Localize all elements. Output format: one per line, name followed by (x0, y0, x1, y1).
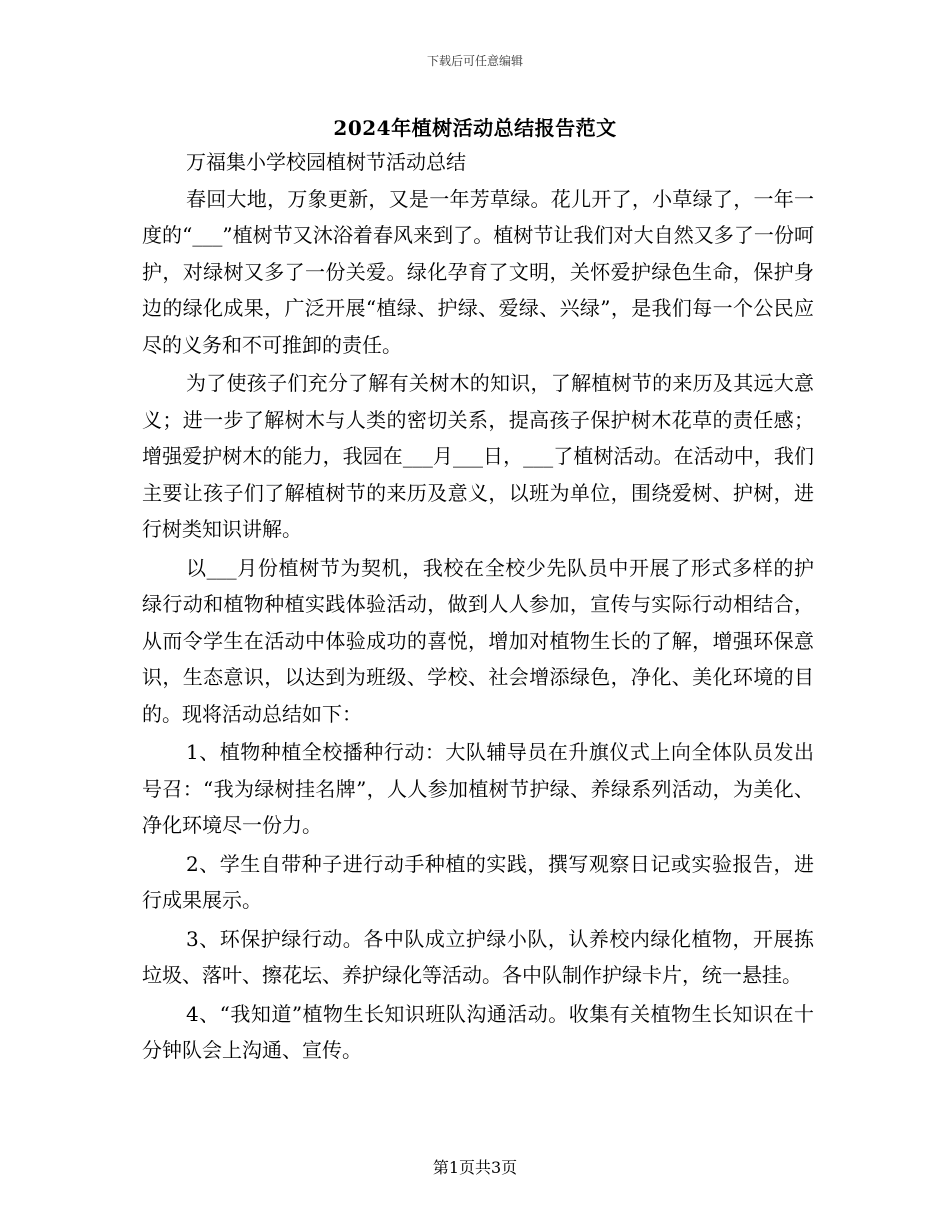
page-header-note: 下载后可任意编辑 (426, 54, 523, 68)
document-title: 2024年植树活动总结报告范文 (333, 116, 617, 140)
paragraph: 1、植物种植全校播种行动：大队辅导员在升旗仪式上向全体队员发出号召：“我为绿树挂名牌”，人人参加植树节护绿、养绿系列活动，为美化、净化环境尽一份力。 (142, 740, 814, 837)
paragraph: 3、环保护绿行动。各中队成立护绿小队，认养校内绿化植物，开展拣垃圾、落叶、擦花坛、养护绿化等活动。各中队制作护绿卡片，统一悬挂。 (142, 926, 814, 987)
paragraph: 以___月份植树节为契机，我校在全校少先队员中开展了形式多样的护绿行动和植物种植实践体验活动，做到人人参加，宣传与实际行动相结合，从而令学生在活动中体验成功的喜悦，增加对植物生长的了解，增强环保意识，生态意识，以达到为班级、学校、社会增添绿色，净化、美化环境的目的。现将活动总结如下： (142, 555, 814, 726)
document-body (142, 144, 814, 1069)
paragraph: 春回大地，万象更新，又是一年芳草绿。花儿开了，小草绿了，一年一度的“___”植树节又沐浴着春风来到了。植树节让我们对大自然又多了一份呵护，对绿树又多了一份关爱。绿化孕育了文明，关怀爱护绿色生命，保护身边的绿化成果，广泛开展“植绿、护绿、爱绿、兴绿”，是我们每一个公民应尽的义务和不可推卸的责任。 (142, 186, 814, 357)
paragraph: 4、“我知道”植物生长知识班队沟通活动。收集有关植物生长知识在十分钟队会上沟通、宣传。 (142, 1001, 814, 1062)
page-number: 第1页共3页 (432, 1158, 518, 1177)
paragraph: 2、学生自带种子进行动手种植的实践，撰写观察日记或实验报告，进行成果展示。 (142, 851, 814, 912)
paragraph: 为了使孩子们充分了解有关树木的知识，了解植树节的来历及其远大意义；进一步了解树木与人类的密切关系，提高孩子保护树木花草的责任感；增强爱护树木的能力，我园在___月___日，___了植树活动。在活动中，我们主要让孩子们了解植树节的来历及意义，以班为单位，围绕爱树、护树，进行树类知识讲解。 (142, 371, 814, 541)
document-subtitle: 万福集小学校园植树节活动总结 (186, 150, 466, 174)
